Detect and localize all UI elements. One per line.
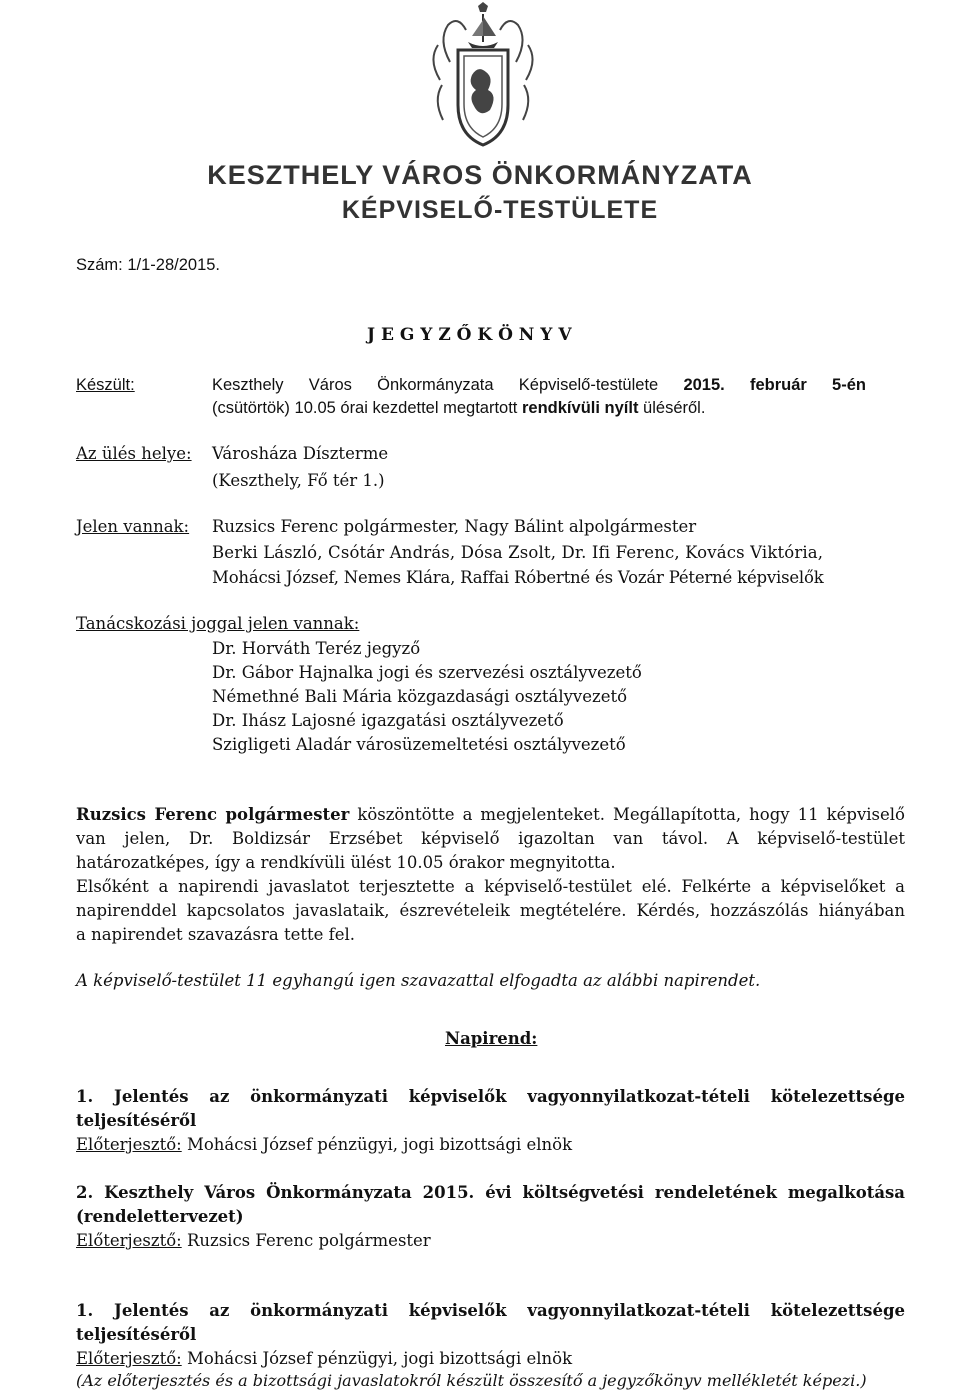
mayor-name: Ruzsics Ferenc polgármester	[76, 805, 350, 824]
advisory-item: Dr. Gábor Hajnalka jogi és szervezési osztályvezető	[212, 663, 642, 682]
presenter-label: Előterjesztő:	[76, 1135, 182, 1154]
advisory-item: Némethné Bali Mária közgazdasági osztályvezető	[212, 687, 628, 706]
prepared-time: (csütörtök) 10.05 órai kezdettel megtartott	[212, 399, 518, 417]
institution-name: KESZTHELY VÁROS ÖNKORMÁNYZATA	[207, 160, 753, 190]
prepared-text: Keszthely Város Önkormányzata Képviselő-testülete	[212, 376, 659, 394]
section-1-title-cont: teljesítéséről	[76, 1325, 197, 1344]
agenda-item-2-presenter	[76, 1230, 431, 1252]
prepared-label: Készült:	[76, 376, 135, 394]
body-text: köszöntötte a megjelenteket. Megállapította, hogy 11 képviselő	[357, 805, 905, 824]
section-1-title: 1. Jelentés az önkormányzati képviselők vagyonnyilatkozat-tételi kötelezettsége	[76, 1301, 905, 1320]
advisory-label: Tanácskozási joggal jelen vannak:	[76, 614, 360, 633]
agenda-item-1-title: 1. Jelentés az önkormányzati képviselők vagyonnyilatkozat-tételi kötelezettsége	[76, 1087, 905, 1106]
present-line-3: Mohácsi József, Nemes Klára, Raffai Róbertné és Vozár Péterné képviselők	[212, 568, 824, 587]
body-para-1-line-2: van jelen, Dr. Boldizsár Erzsébet képviselő igazoltan van távol. A képviselő-testület	[76, 829, 905, 848]
body-para-1-line-3: határozatképes, így a rendkívüli ülést 10.05 órakor megnyitotta.	[76, 853, 616, 872]
venue-line-2: (Keszthely, Fő tér 1.)	[212, 471, 385, 490]
prepared-line-2	[212, 397, 705, 419]
presenter-name: Ruzsics Ferenc polgármester	[186, 1231, 431, 1250]
body-para-2-line-1: Elsőként a napirendi javaslatot terjesztette a képviselő-testület elé. Felkérte a képviselőket a	[76, 877, 905, 896]
prepared-session-end: üléséről.	[643, 399, 706, 417]
advisory-item: Dr. Ihász Lajosné igazgatási osztályvezető	[212, 711, 564, 730]
agenda-item-2-title-cont: (rendelettervezet)	[76, 1207, 244, 1226]
prepared-line-1	[212, 374, 866, 396]
present-line-1: Ruzsics Ferenc polgármester, Nagy Bálint alpolgármester	[212, 517, 697, 536]
section-1-presenter	[76, 1348, 572, 1370]
venue-label: Az ülés helye:	[76, 444, 192, 463]
agenda-heading: Napirend:	[445, 1029, 538, 1048]
body-para-2-line-2: napirenddel kapcsolatos javaslataik, észrevételeik megtételére. Kérdés, hozzászólás hiányában	[76, 901, 905, 920]
vote-result: A képviselő-testület 11 egyhangú igen szavazattal elfogadta az alábbi napirendet.	[76, 971, 761, 990]
presenter-name: Mohácsi József pénzügyi, jogi bizottsági elnök	[186, 1135, 573, 1154]
agenda-item-1-title-cont: teljesítéséről	[76, 1111, 197, 1130]
institution-subname: KÉPVISELŐ-TESTÜLETE	[341, 196, 659, 224]
prepared-session-type: rendkívüli nyílt	[522, 399, 639, 417]
presenter-name: Mohácsi József pénzügyi, jogi bizottsági elnök	[186, 1349, 573, 1368]
advisory-item: Dr. Horváth Teréz jegyző	[212, 639, 421, 658]
prepared-date: 2015. február 5-én	[683, 376, 866, 394]
agenda-item-2-title: 2. Keszthely Város Önkormányzata 2015. évi költségvetési rendeletének megalkotása	[76, 1183, 905, 1202]
advisory-item: Szigligeti Aladár városüzemeltetési osztályvezető	[212, 735, 626, 754]
section-1-note: (Az előterjesztés és a bizottsági javaslatokról készült összesítő a jegyzőkönyv mellékletét képezi.)	[76, 1371, 867, 1390]
present-line-2: Berki László, Csótár András, Dósa Zsolt, Dr. Ifi Ferenc, Kovács Viktória,	[212, 543, 824, 562]
presenter-label: Előterjesztő:	[76, 1231, 182, 1250]
venue-line-1: Városháza Díszterme	[212, 444, 389, 463]
body-para-2-line-3: a napirendet szavazásra tette fel.	[76, 925, 356, 944]
body-para-1-line-1	[76, 804, 905, 826]
presenter-label: Előterjesztő:	[76, 1349, 182, 1368]
present-label: Jelen vannak:	[76, 517, 190, 536]
reference-number: Szám: 1/1-28/2015.	[76, 256, 221, 274]
city-coat-of-arms-logo	[428, 0, 538, 150]
document-title: J E G Y Z Ő K Ö N Y V	[367, 325, 572, 345]
agenda-item-1-presenter	[76, 1134, 572, 1156]
